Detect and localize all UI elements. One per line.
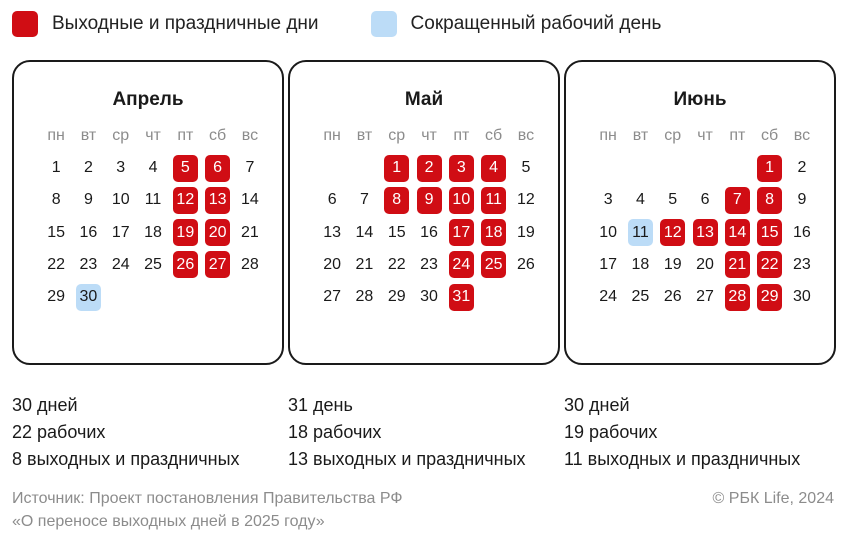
day-number: 7	[359, 191, 369, 209]
day-number: 15	[757, 219, 782, 246]
weekday-header: пт	[177, 127, 194, 145]
stats-days: 31 день	[288, 395, 353, 415]
day-cell	[40, 152, 72, 184]
legend-item-holidays	[12, 11, 319, 37]
day-number: 20	[323, 255, 342, 273]
day-cell	[348, 217, 380, 249]
weekday-header: вт	[632, 127, 649, 145]
day-cell	[316, 217, 348, 249]
day-number: 1	[384, 155, 409, 182]
empty-cell	[721, 152, 753, 184]
calendar-grid	[316, 120, 542, 313]
day-number: 6	[700, 191, 710, 209]
day-number: 11	[481, 187, 506, 214]
day-cell-holiday	[753, 217, 785, 249]
day-number: 15	[47, 223, 66, 241]
day-cell	[105, 152, 137, 184]
day-number: 27	[696, 288, 714, 306]
empty-cell	[348, 152, 380, 184]
weekday-header: пн	[599, 127, 617, 145]
copyright: © РБК Life, 2024	[712, 490, 834, 507]
stats-holidays: 11 выходных и праздничных	[564, 449, 801, 469]
day-number: 30	[793, 288, 811, 306]
day-number: 26	[517, 255, 535, 273]
weekday-header: вс	[241, 127, 259, 145]
day-number: 3	[116, 159, 126, 177]
day-cell-holiday	[381, 152, 413, 184]
legend-item-short-day	[371, 11, 662, 37]
source-line-2: «О переносе выходных дней в 2025 году»	[12, 513, 325, 530]
day-cell	[786, 152, 818, 184]
day-cell-holiday	[169, 249, 201, 281]
day-cell	[657, 281, 689, 313]
day-cell-holiday	[445, 152, 477, 184]
source-line-1: Источник: Проект постановления Правительства РФ	[12, 490, 403, 507]
day-number: 2	[797, 159, 807, 177]
day-number: 30	[76, 284, 101, 311]
day-cell	[381, 249, 413, 281]
day-number: 24	[449, 251, 474, 278]
day-number: 20	[205, 219, 230, 246]
day-number: 25	[631, 288, 650, 306]
day-number: 22	[387, 255, 406, 273]
day-number: 13	[693, 219, 718, 246]
day-cell-holiday	[381, 184, 413, 216]
weekday-header: сб	[209, 127, 227, 145]
day-number: 25	[481, 251, 506, 278]
day-number: 14	[241, 191, 259, 209]
day-number: 26	[173, 251, 198, 278]
day-number: 1	[51, 159, 61, 177]
day-number: 10	[111, 191, 130, 209]
day-number: 18	[631, 255, 650, 273]
day-cell	[510, 152, 542, 184]
day-cell	[40, 249, 72, 281]
day-number: 21	[241, 223, 259, 241]
stats-holidays: 13 выходных и праздничных	[288, 449, 526, 469]
day-cell	[105, 249, 137, 281]
day-cell-holiday	[721, 217, 753, 249]
stats-june	[564, 392, 800, 473]
legend-label-holidays: Выходные и праздничные дни	[52, 13, 319, 34]
calendar-grid	[40, 120, 266, 313]
weekday-header: пн	[323, 127, 341, 145]
day-number: 23	[79, 255, 98, 273]
day-number: 12	[517, 191, 535, 209]
day-number: 7	[245, 159, 255, 177]
day-number: 5	[173, 155, 198, 182]
day-number: 6	[205, 155, 230, 182]
day-number: 29	[757, 284, 782, 311]
day-cell-holiday	[753, 249, 785, 281]
holiday-swatch-icon	[12, 11, 38, 37]
weekday-header: ср	[112, 127, 130, 145]
day-cell	[592, 217, 624, 249]
day-cell	[72, 152, 104, 184]
weekday-header: чт	[145, 127, 161, 145]
empty-cell	[689, 152, 721, 184]
day-number: 4	[481, 155, 506, 182]
day-cell	[137, 152, 169, 184]
day-number: 16	[793, 223, 811, 241]
day-number: 19	[663, 255, 682, 273]
day-cell-holiday	[445, 249, 477, 281]
empty-cell	[624, 152, 656, 184]
empty-cell	[657, 152, 689, 184]
weekday-header: пн	[47, 127, 65, 145]
day-cell-short	[624, 217, 656, 249]
day-cell	[234, 184, 266, 216]
day-number: 17	[111, 223, 130, 241]
day-cell	[413, 217, 445, 249]
day-number: 6	[327, 191, 337, 209]
day-number: 1	[757, 155, 782, 182]
day-cell	[137, 217, 169, 249]
day-number: 20	[696, 255, 714, 273]
day-number: 17	[449, 219, 474, 246]
day-cell	[40, 217, 72, 249]
day-cell	[592, 281, 624, 313]
day-cell-holiday	[201, 152, 233, 184]
weekday-header: пт	[729, 127, 746, 145]
day-cell	[413, 281, 445, 313]
day-cell	[72, 184, 104, 216]
stats-working: 22 рабочих	[12, 422, 106, 442]
day-cell	[348, 281, 380, 313]
day-cell	[234, 152, 266, 184]
day-number: 17	[599, 255, 618, 273]
day-cell	[624, 249, 656, 281]
day-cell	[689, 184, 721, 216]
day-number: 9	[797, 191, 807, 209]
day-cell	[137, 249, 169, 281]
day-cell-holiday	[753, 152, 785, 184]
stats-working: 19 рабочих	[564, 422, 658, 442]
month-title: Май	[404, 89, 444, 110]
day-number: 9	[417, 187, 442, 214]
weekday-header: вс	[517, 127, 535, 145]
day-cell	[316, 184, 348, 216]
stats-april	[12, 392, 240, 473]
day-cell-holiday	[201, 249, 233, 281]
source-note	[12, 487, 403, 533]
day-cell	[381, 281, 413, 313]
day-number: 8	[384, 187, 409, 214]
weekday-header: чт	[421, 127, 437, 145]
day-number: 4	[148, 159, 158, 177]
day-number: 22	[757, 251, 782, 278]
day-number: 27	[205, 251, 230, 278]
day-cell-holiday	[169, 184, 201, 216]
day-cell	[316, 249, 348, 281]
day-cell-holiday	[445, 281, 477, 313]
day-cell-holiday	[201, 217, 233, 249]
day-cell-holiday	[753, 281, 785, 313]
empty-cell	[592, 152, 624, 184]
day-cell-holiday	[657, 217, 689, 249]
day-cell-holiday	[169, 217, 201, 249]
day-cell	[592, 249, 624, 281]
day-number: 14	[355, 223, 374, 241]
day-cell-holiday	[477, 217, 509, 249]
stats-days: 30 дней	[564, 395, 630, 415]
day-cell	[786, 249, 818, 281]
day-cell	[234, 217, 266, 249]
day-number: 13	[323, 223, 342, 241]
day-number: 21	[355, 255, 374, 273]
month-title: Апрель	[112, 89, 184, 110]
day-number: 26	[663, 288, 682, 306]
day-number: 2	[417, 155, 442, 182]
legend-label-short-day: Сокращенный рабочий день	[410, 13, 662, 34]
day-cell-holiday	[753, 184, 785, 216]
weekday-header: ср	[664, 127, 682, 145]
day-number: 28	[241, 255, 259, 273]
day-number: 14	[725, 219, 750, 246]
day-number: 7	[725, 187, 750, 214]
calendar-april	[12, 60, 284, 365]
weekday-header: сб	[485, 127, 503, 145]
stats-days: 30 дней	[12, 395, 78, 415]
day-number: 10	[599, 223, 618, 241]
day-number: 27	[323, 288, 342, 306]
day-cell-holiday	[413, 184, 445, 216]
weekday-header: ср	[388, 127, 406, 145]
day-cell	[624, 281, 656, 313]
day-cell	[348, 249, 380, 281]
day-cell	[40, 281, 72, 313]
day-cell	[657, 184, 689, 216]
weekday-header: вт	[356, 127, 373, 145]
day-cell	[786, 184, 818, 216]
day-cell-holiday	[445, 217, 477, 249]
day-number: 2	[83, 159, 93, 177]
day-cell-holiday	[477, 249, 509, 281]
stats-may	[288, 392, 526, 473]
day-number: 11	[628, 219, 653, 246]
stats-holidays: 8 выходных и праздничных	[12, 449, 240, 469]
day-number: 12	[660, 219, 685, 246]
day-number: 23	[793, 255, 811, 273]
day-number: 21	[725, 251, 750, 278]
calendar-grid	[592, 120, 818, 313]
short-day-swatch-icon	[371, 11, 397, 37]
calendar-june	[564, 60, 836, 365]
day-cell-holiday	[477, 184, 509, 216]
day-cell-holiday	[477, 152, 509, 184]
day-number: 28	[725, 284, 750, 311]
day-cell	[510, 217, 542, 249]
day-number: 10	[449, 187, 474, 214]
day-number: 3	[603, 191, 613, 209]
day-number: 22	[47, 255, 66, 273]
day-cell	[316, 281, 348, 313]
day-cell-holiday	[169, 152, 201, 184]
day-number: 23	[420, 255, 438, 273]
day-number: 8	[51, 191, 61, 209]
day-number: 24	[599, 288, 618, 306]
day-number: 29	[387, 288, 406, 306]
day-cell	[413, 249, 445, 281]
day-cell-holiday	[689, 217, 721, 249]
day-number: 13	[205, 187, 230, 214]
day-cell	[592, 184, 624, 216]
day-number: 5	[521, 159, 531, 177]
day-cell-holiday	[721, 249, 753, 281]
day-cell	[510, 184, 542, 216]
empty-cell	[316, 152, 348, 184]
day-cell	[105, 184, 137, 216]
day-cell-holiday	[721, 184, 753, 216]
day-number: 12	[173, 187, 198, 214]
day-number: 16	[420, 223, 438, 241]
day-cell-short	[72, 281, 104, 313]
weekday-header: чт	[697, 127, 713, 145]
day-cell	[689, 281, 721, 313]
day-number: 8	[757, 187, 782, 214]
day-number: 31	[449, 284, 474, 311]
day-number: 18	[144, 223, 162, 241]
day-number: 19	[173, 219, 198, 246]
day-number: 3	[449, 155, 474, 182]
day-number: 24	[111, 255, 130, 273]
day-cell	[381, 217, 413, 249]
day-number: 4	[635, 191, 645, 209]
stats-working: 18 рабочих	[288, 422, 382, 442]
day-cell	[72, 217, 104, 249]
day-number: 9	[83, 191, 93, 209]
day-cell	[234, 249, 266, 281]
day-number: 15	[387, 223, 406, 241]
day-number: 29	[47, 288, 66, 306]
day-number: 28	[355, 288, 374, 306]
weekday-header: сб	[761, 127, 779, 145]
legend	[12, 10, 713, 38]
day-number: 19	[517, 223, 535, 241]
day-number: 5	[668, 191, 678, 209]
day-cell-holiday	[413, 152, 445, 184]
day-cell	[624, 184, 656, 216]
month-title: Июнь	[673, 89, 727, 110]
day-cell	[40, 184, 72, 216]
day-number: 11	[144, 191, 162, 209]
day-number: 25	[144, 255, 162, 273]
day-number: 18	[481, 219, 506, 246]
weekday-header: пт	[453, 127, 470, 145]
weekday-header: вс	[793, 127, 811, 145]
day-cell-holiday	[721, 281, 753, 313]
day-cell-holiday	[445, 184, 477, 216]
day-cell-holiday	[201, 184, 233, 216]
day-cell	[137, 184, 169, 216]
day-cell	[657, 249, 689, 281]
day-cell	[348, 184, 380, 216]
day-cell	[510, 249, 542, 281]
day-cell	[786, 217, 818, 249]
weekday-header: вт	[80, 127, 97, 145]
day-cell	[72, 249, 104, 281]
day-number: 30	[420, 288, 438, 306]
day-cell	[105, 217, 137, 249]
day-number: 16	[79, 223, 98, 241]
calendar-may	[288, 60, 560, 365]
day-cell	[786, 281, 818, 313]
day-cell	[689, 249, 721, 281]
